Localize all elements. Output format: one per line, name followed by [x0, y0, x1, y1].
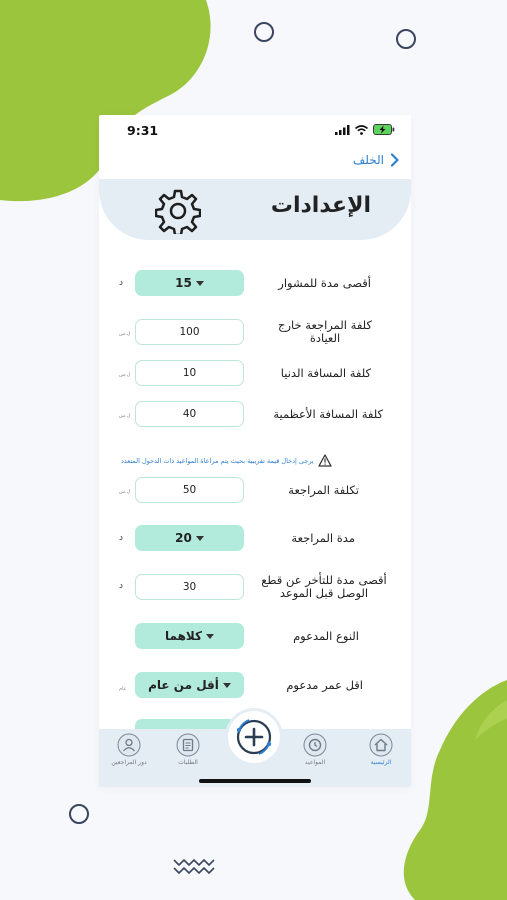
chevron-right-icon — [390, 153, 399, 167]
patients-queue-icon — [117, 733, 141, 757]
select-value: كلاهما — [165, 629, 202, 643]
max-trip-duration-label: أقصى مدة للمشوار — [278, 276, 371, 290]
decor-zigzag — [172, 855, 220, 877]
max-late-duration-label: أقصى مدة للتأخر عن قطع الوصل قبل الموعد — [261, 573, 387, 600]
note-text: يرجى إدخال قيمة تقريبية بحيث يتم مراعاة المواعيد ذات الدخول المتعدد — [121, 456, 314, 465]
plus-icon — [231, 714, 277, 760]
page-header — [99, 179, 411, 240]
visit-cost-input[interactable]: 50 — [135, 477, 244, 503]
min-age-label: اقل عمر مدعوم — [286, 678, 363, 692]
unit-label: ل.س — [119, 372, 131, 378]
dropdown-arrow-icon — [223, 683, 231, 688]
max-distance-cost-label: كلفة المسافة الأعظمية — [273, 407, 383, 421]
select-value: 15 — [175, 276, 192, 290]
nav-label: الطلبات — [178, 759, 198, 766]
nav-label: الرئيسية — [370, 759, 392, 766]
nav-item-requests[interactable] — [158, 733, 218, 766]
wifi-icon — [355, 125, 368, 135]
visit-duration-label: مدة المراجعة — [291, 531, 355, 545]
unit-label: د — [119, 278, 124, 288]
decor-circle-top-right — [394, 27, 418, 51]
signal-icon — [335, 125, 350, 135]
phone-screen — [99, 115, 411, 787]
decor-circle-bottom-left — [67, 802, 91, 826]
select-value: أقل من عام — [148, 678, 219, 692]
min-distance-cost-label: كلفة المسافة الدنيا — [280, 366, 371, 380]
info-note — [121, 454, 391, 467]
min-distance-cost-input[interactable]: 10 — [135, 360, 244, 386]
nav-label: المواعيد — [304, 759, 326, 766]
max-distance-cost-input[interactable]: 40 — [135, 401, 244, 427]
unit-label: د — [119, 533, 124, 543]
nav-item-home[interactable] — [351, 733, 411, 766]
outside-visit-cost-label: كلفة المراجعة خارج العيادة — [278, 318, 372, 345]
calendar-icon — [303, 733, 327, 757]
nav-item-appointments[interactable] — [285, 733, 345, 766]
dropdown-arrow-icon — [206, 634, 214, 639]
dropdown-arrow-icon — [196, 281, 204, 286]
add-button[interactable] — [228, 711, 280, 763]
unit-label: ل.س — [119, 331, 131, 337]
unit-label: ل.س — [119, 489, 131, 495]
unit-label: د — [119, 581, 124, 591]
back-label: الخلف — [352, 153, 384, 167]
page-title: الإعدادات — [270, 193, 371, 218]
battery-charging-icon — [373, 124, 395, 135]
select-value: 20 — [175, 531, 192, 545]
min-age-select[interactable] — [135, 672, 244, 698]
requests-icon — [176, 733, 200, 757]
back-button[interactable] — [353, 153, 399, 167]
home-icon — [369, 733, 393, 757]
dropdown-arrow-icon — [196, 536, 204, 541]
visit-cost-label: تكلفة المراجعة — [288, 483, 359, 497]
visit-duration-select[interactable] — [135, 525, 244, 551]
nav-item-patients-queue[interactable] — [99, 733, 159, 766]
supported-type-select[interactable] — [135, 623, 244, 649]
outside-visit-cost-input[interactable]: 100 — [135, 319, 244, 345]
nav-label: دور المراجعين — [111, 759, 147, 766]
status-icons — [335, 124, 395, 135]
green-blob-bottom-right-highlight — [455, 700, 507, 740]
status-time: 9:31 — [127, 123, 159, 138]
warning-icon — [318, 454, 332, 467]
supported-type-label: النوع المدعوم — [293, 629, 359, 643]
decor-circle-top — [252, 20, 276, 44]
home-indicator — [199, 779, 311, 783]
max-late-duration-input[interactable]: 30 — [135, 574, 244, 600]
max-trip-duration-select[interactable] — [135, 270, 244, 296]
unit-label: عام — [119, 686, 127, 692]
status-bar — [99, 115, 411, 147]
unit-label: ل.س — [119, 413, 131, 419]
gear-icon — [155, 188, 201, 234]
